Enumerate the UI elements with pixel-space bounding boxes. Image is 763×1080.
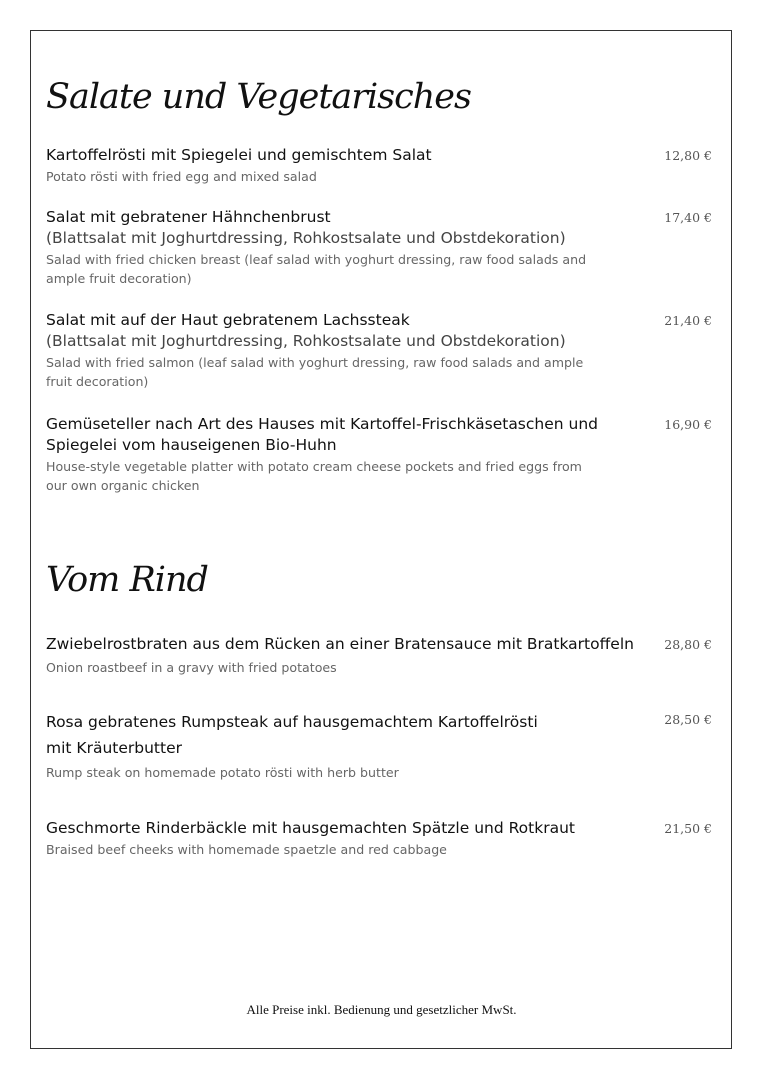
dish-english: Onion roastbeef in a gravy with fried potatoes [46,660,337,675]
dish-english: Braised beef cheeks with homemade spaetzle and red cabbage [46,842,447,857]
menu-item [46,207,716,288]
dish-name: Gemüseteller nach Art des Hauses mit Kartoffel-Frischkäsetaschen und Spiegelei vom hauseigenen Bio-Huhn [46,415,599,454]
dish-price: 17,40 € [664,210,712,225]
dish-price: 12,80 € [664,148,712,163]
dish-name: Salat mit auf der Haut gebratenem Lachssteak [46,311,410,329]
dish-price: 28,80 € [664,637,712,652]
dish-price: 21,40 € [664,313,712,328]
dish-price: 21,50 € [664,821,712,836]
section-title-salate: Salate und Vegetarisches [46,77,471,117]
menu-item [46,634,716,677]
dish-price: 28,50 € [664,712,712,727]
dish-english: Potato rösti with fried egg and mixed salad [46,169,317,184]
menu-item [46,414,716,495]
menu-item [46,310,716,391]
dish-name: Kartoffelrösti mit Spiegelei und gemischtem Salat [46,146,432,164]
dish-subtitle: (Blattsalat mit Joghurtdressing, Rohkostsalate und Obstdekoration) [46,332,566,350]
menu-item [46,818,716,859]
dish-name: Geschmorte Rinderbäckle mit hausgemachten Spätzle und Rotkraut [46,819,575,837]
dish-english: House-style vegetable platter with potato cream cheese pockets and fried eggs from our own organic chicken [46,459,582,493]
menu-item [46,145,716,186]
dish-name: Rosa gebratenes Rumpsteak auf hausgemachtem Kartoffelrösti mit Kräuterbutter [46,713,538,757]
dish-english: Salad with fried chicken breast (leaf salad with yoghurt dressing, raw food salads and ample fruit decoration) [46,252,587,286]
footer-note: Alle Preise inkl. Bedienung und gesetzlicher MwSt. [246,1002,517,1017]
dish-english: Rump steak on homemade potato rösti with herb butter [46,765,399,780]
menu-item [46,709,716,782]
dish-name: Salat mit gebratener Hähnchenbrust [46,208,331,226]
dish-subtitle: (Blattsalat mit Joghurtdressing, Rohkostsalate und Obstdekoration) [46,229,566,247]
section-title-vom-rind: Vom Rind [46,560,208,600]
dish-english: Salad with fried salmon (leaf salad with yoghurt dressing, raw food salads and ample fruit decoration) [46,355,584,389]
dish-name: Zwiebelrostbraten aus dem Rücken an einer Bratensauce mit Bratkartoffeln [46,635,634,653]
dish-price: 16,90 € [664,417,712,432]
